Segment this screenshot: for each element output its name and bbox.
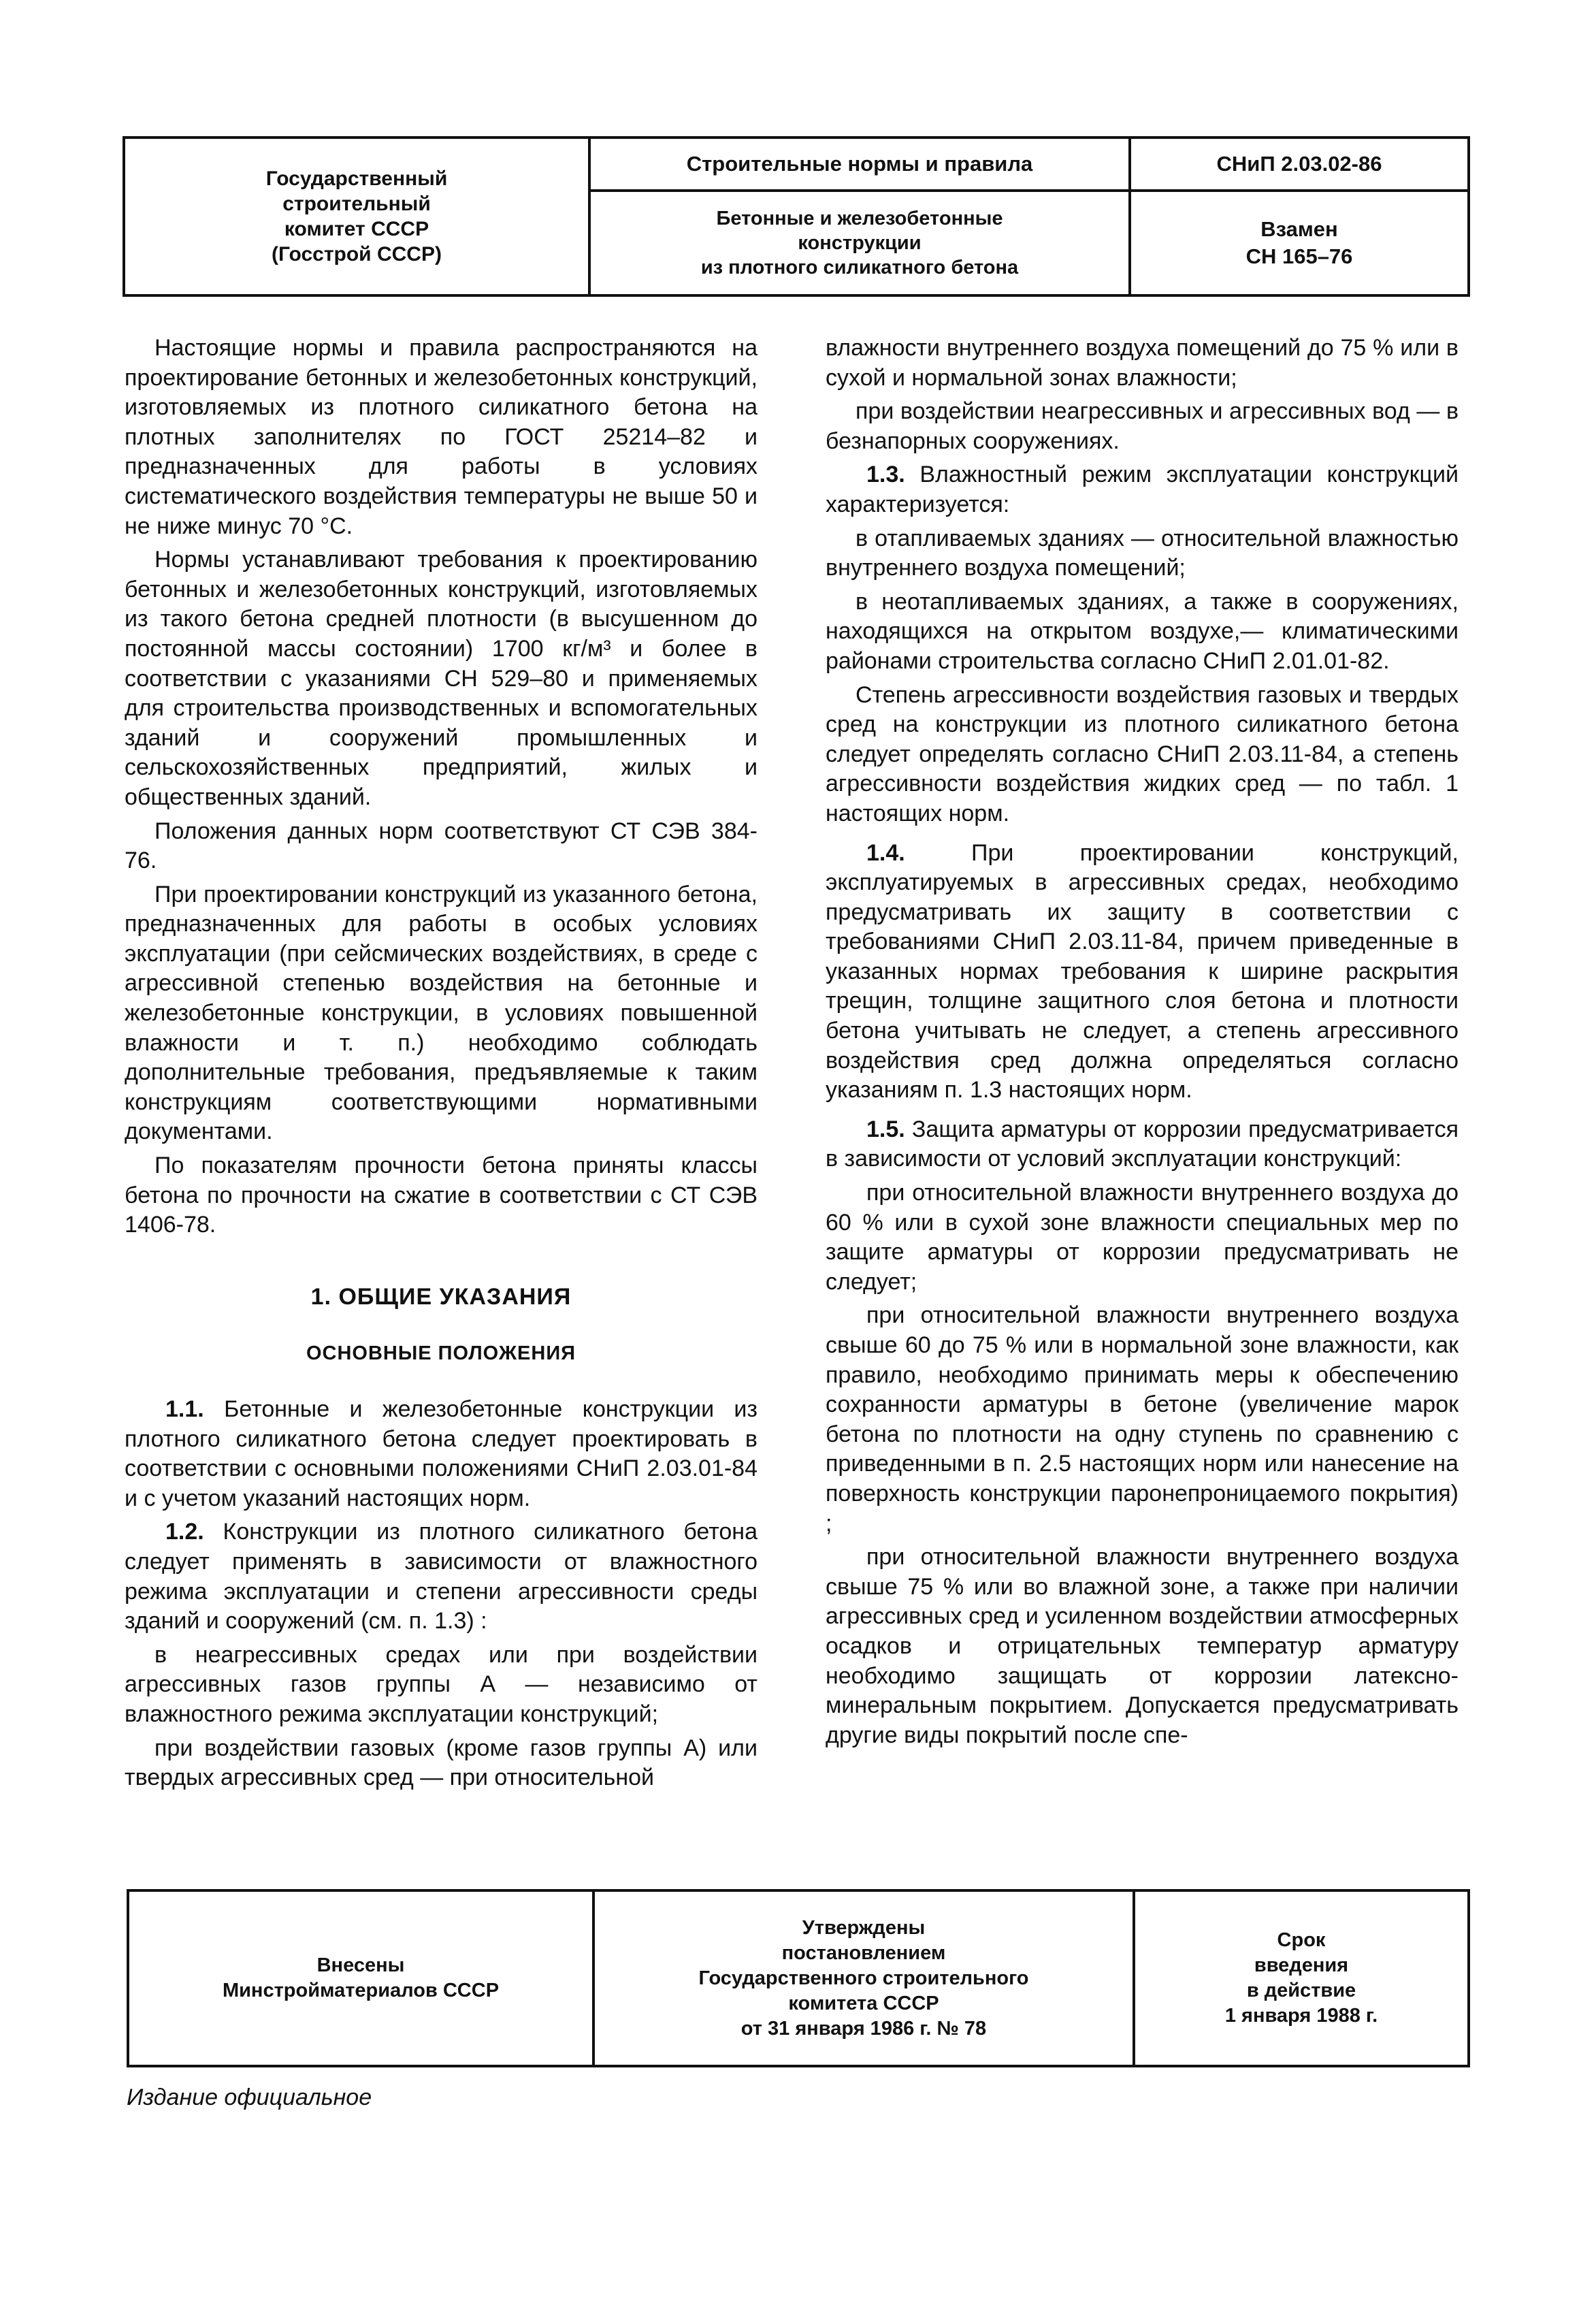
effective-line: введения (1254, 1954, 1349, 1976)
clause-item: в неотапливаемых зданиях, а также в сооружениях, находящихся на открытом воздухе,— климатическими районами строительства согласно СНиП 2.01.01-82. (826, 588, 1459, 674)
replaces-line: Взамен (1260, 217, 1338, 241)
clause-number: 1.3. (866, 462, 905, 488)
clause-item: при относительной влажности внутреннего воздуха свыше 75 % или во влажной зоне, а также при наличии агрессивных сред и усиленном воздействии атмосферных осадков и отрицательных температур арматуру необходимо защищать от коррозии латексно-минеральным покрытием. Допускается предусматривать другие виды покрытий после спе- (826, 1544, 1459, 1748)
replaces-note (1131, 192, 1467, 294)
footer-table (127, 1889, 1470, 2067)
title-cell (591, 139, 1131, 294)
clause-text: Защита арматуры от коррозии предусматривается в зависимости от условий эксплуатации конструкций: (826, 1116, 1459, 1172)
clause-text: Бетонные и железобетонные конструкции из плотного силикатного бетона следует проектировать в соответствии с основными положениями СНиП 2.03.01-84 и с учетом указаний настоящих норм. (125, 1396, 758, 1511)
document-title (591, 192, 1128, 294)
effective-line: в действие (1246, 1980, 1356, 2001)
submitted-line: Внесены (316, 1954, 405, 1976)
clause-text: Конструкции из плотного силикатного бетона следует применять в зависимости от влажностного режима эксплуатации и степени агрессивности среды зданий и сооружений (см. п. 1.3) : (125, 1519, 758, 1634)
code-cell (1131, 139, 1467, 294)
approved-line: Утверждены (802, 1916, 926, 1939)
effective-line: 1 января 1988 г. (1224, 2005, 1378, 2027)
submitted-line: Минстройматериалов СССР (222, 1980, 500, 2001)
issuer-line: (Госстрой СССР) (272, 243, 442, 265)
clause-item: Степень агрессивности воздействия газовых и твердых сред на конструкции из плотного силикатного бетона следует определять согласно СНиП 2.03.11-84, а степень агрессивности воздействия жидких сред — по табл. 1 настоящих норм. (826, 681, 1459, 826)
title-line: конструкции (798, 232, 922, 254)
clause-item: при воздействии неагрессивных и агрессивных вод — в безнапорных сооружениях. (826, 398, 1459, 454)
edition-note: Издание официальное (127, 2084, 372, 2110)
clause-number: 1.1. (165, 1396, 204, 1422)
intro-paragraph: Настоящие нормы и правила распространяются на проектирование бетонных и железобетонных конструкций, изготовляемых из плотного силикатного бетона на плотных заполнителях по ГОСТ 25214–82 и предназначенных для работы в условиях систематического воздействия температуры не выше 50 и не ниже минус 70 °С. (125, 335, 758, 539)
clause-text: При проектировании конструкций, эксплуатируемых в агрессивных средах, необходимо предусматривать их защиту в соответствии с требованиями СНиП 2.03.11-84, причем приведенные в указанных нормах требования к ширине раскрытия трещин, толщине защитного слоя бетона и плотности бетона учитывать не следует, а степень агрессивного воздействия сред должна определяться согласно указаниям п. 1.3 настоящих норм. (826, 839, 1459, 1103)
clause-1-4 (826, 839, 1459, 1106)
effective-line: Срок (1277, 1929, 1326, 1951)
clause-item: в отапливаемых зданиях — относительной влажностью внутреннего воздуха помещений; (826, 525, 1459, 581)
issuer-cell (125, 139, 591, 294)
title-line: Бетонные и железобетонные (716, 208, 1003, 229)
right-column (826, 334, 1459, 1754)
clause-item: при относительной влажности внутреннего воздуха до 60 % или в сухой зоне влажности специальных мер по защите арматуры от коррозии предусматривать не следует; (826, 1180, 1459, 1295)
clause-text: Влажностный режим эксплуатации конструкций характеризуется: (826, 462, 1459, 517)
intro-paragraph: По показателям прочности бетона приняты классы бетона по прочности на сжатие в соответствии с СТ СЭВ 1406-78. (125, 1153, 758, 1238)
intro-paragraph: Нормы устанавливают требования к проектированию бетонных и железобетонных конструкций, изготовляемых из такого бетона средней плотности (в высушенном до постоянной массы состоянии) 1700 кг/м³ и более в соответствии с указаниями СН 529–80 и применяемых для строительства производственных и вспомогательных зданий и сооружений промышленных и сельскохозяйственных предприятий, жилых и общественных зданий. (125, 547, 758, 810)
approved-cell (595, 1892, 1135, 2065)
document-code: СНиП 2.03.02-86 (1131, 139, 1467, 192)
clause-1-1 (125, 1395, 758, 1513)
issuer-line: комитет СССР (284, 218, 429, 240)
replaces-line: СН 165–76 (1245, 244, 1353, 268)
category-label: Строительные нормы и правила (591, 139, 1128, 192)
approved-line: от 31 января 1986 г. № 78 (740, 2017, 987, 2040)
submitted-cell (129, 1892, 595, 2065)
header-table (123, 136, 1470, 297)
approved-line: Государственного строительного (698, 1967, 1029, 1989)
continued-text: влажности внутреннего воздуха помещений до 75 % или в сухой и нормальной зонах влажности; (826, 335, 1459, 391)
clause-1-5 (826, 1115, 1459, 1174)
clause-item: в неагрессивных средах или при воздействии агрессивных газов группы А — независимо от влажностного режима эксплуатации конструкций; (125, 1641, 758, 1727)
clause-number: 1.4. (866, 839, 905, 866)
clause-number: 1.2. (165, 1519, 204, 1545)
intro-paragraph: При проектировании конструкций из указанного бетона, предназначенных для работы в особых условиях эксплуатации (при сейсмических воздействиях, в среде с агрессивной степенью воздействия на бетонные и железобетонные конструкции, в условиях повышенной влажности и т. п.) необходимо соблюдать дополнительные требования, предъявляемые к таким конструкциям соответствующими нормативными документами. (125, 881, 758, 1145)
clause-1-2 (125, 1517, 758, 1636)
left-column (125, 334, 758, 1797)
clause-item: при относительной влажности внутреннего воздуха свыше 60 до 75 % или в нормальной зоне влажности, как правило, необходимо принимать меры к обеспечению сохранности арматуры в бетоне (увеличение марок бетона по плотности на одну ступень по сравнению с приведенными в п. 2.5 настоящих норм или нанесение на поверхность конструкции паронепроницаемого покрытия) ; (826, 1302, 1459, 1536)
subsection-heading: ОСНОВНЫЕ ПОЛОЖЕНИЯ (306, 1342, 576, 1365)
intro-paragraph: Положения данных норм соответствуют СТ СЭВ 384-76. (125, 818, 758, 874)
approved-line: комитета СССР (788, 1992, 939, 2014)
issuer-line: Государственный (265, 167, 448, 190)
clause-number: 1.5. (866, 1116, 905, 1142)
effective-cell (1135, 1892, 1467, 2065)
title-line: из плотного силикатного бетона (700, 257, 1019, 278)
issuer-line: строительный (282, 193, 431, 215)
section-heading: 1. ОБЩИЕ УКАЗАНИЯ (310, 1283, 572, 1310)
approved-line: постановлением (781, 1942, 946, 1964)
clause-1-3 (826, 460, 1459, 519)
clause-item: при воздействии газовых (кроме газов группы А) или твердых агрессивных сред — при относительной (125, 1735, 758, 1791)
